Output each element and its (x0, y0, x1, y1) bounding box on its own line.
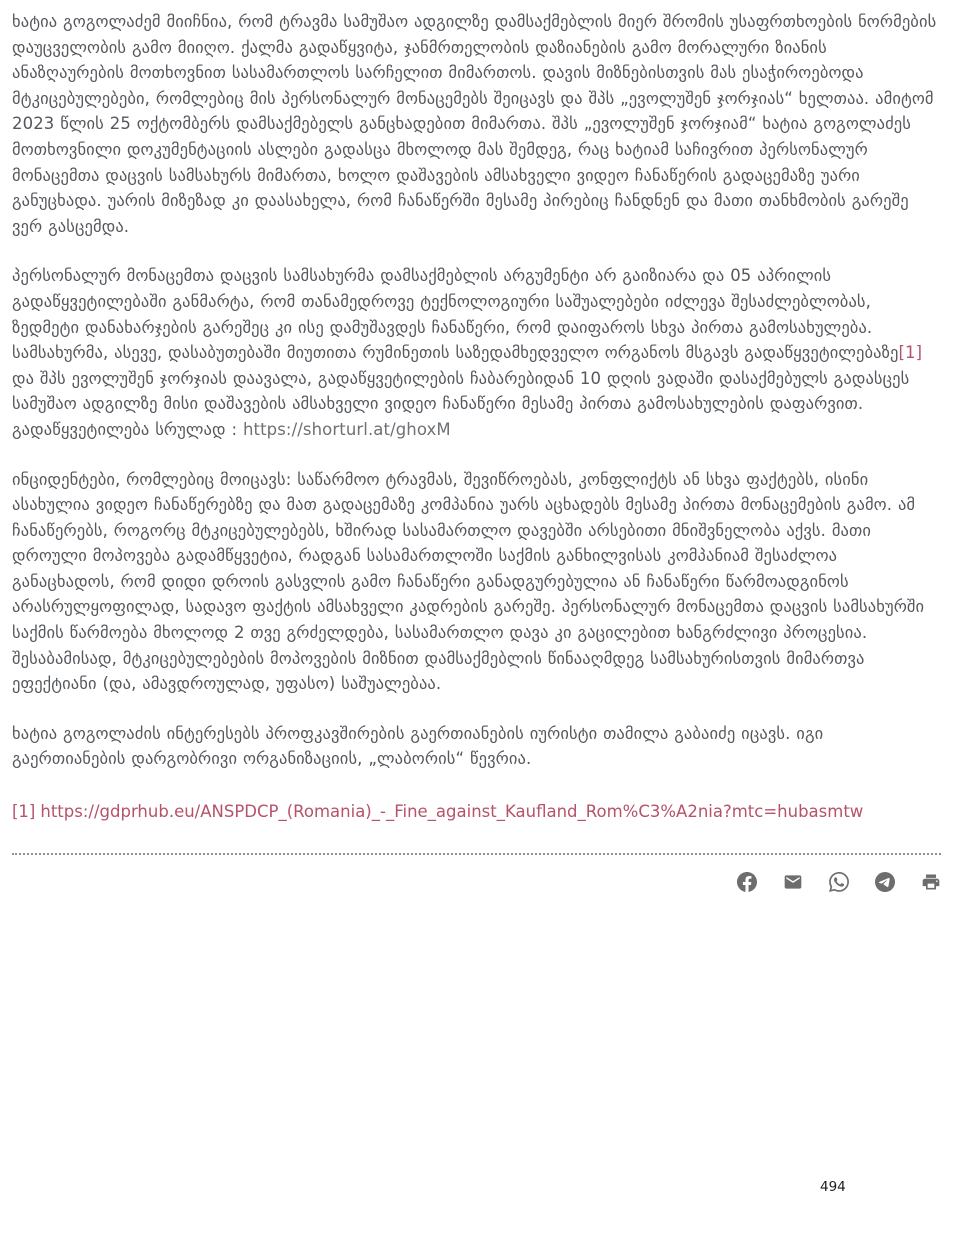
share-facebook-button[interactable] (737, 872, 757, 892)
footnote-ref-1-inline[interactable]: [1] (898, 343, 923, 363)
share-toolbar (12, 872, 941, 892)
share-whatsapp-button[interactable] (829, 872, 849, 892)
paragraph-3: ინციდენტები, რომლებიც მოიცავს: საწარმოო ტრავმას, შევიწროებას, კონფლიქტს ან სხვა ფაქტებს, ისინი ასახულია ვიდეო ჩანაწერებზე და მათ გადაცემაზე კომპანია უარს აცხადებს მესამე პირთა მონაცემების გამო. ამ ჩანაწერებს, როგორც მტკიცებულებებს, ხშირად სასამართლო დავებში არსებითი მნიშვნელობა აქვს. მათი დროული მოპოვება გადამწყვეტია, რადგან სასამართლოში საქმის განხილვისას კომპანიამ შესაძლოა განაცხადოს, რომ დიდი დროის გასვლის გამო ჩანაწერი განადგურებულია ან ჩანაწერი წარმოადგინოს არასრულყოფილად, სადავო ფაქტის ამსახველი კადრების გარეშე. პერსონალურ მონაცემთა დაცვის სამსახურში საქმის წარმოება მხოლოდ 2 თვე გრძელდება, სასამართლო დავა კი გაცილებით ხანგრძლივი პროცესია. შესაბამისად, მტკიცებულებების მოპოვების მიზნით დამსაქმებლის წინააღმდეგ სამსახურისთვის მიმართვა ეფექტიანი (და, ამავდროულად, უფასო) საშუალებაა. (12, 469, 925, 694)
paragraph-2-text-after-ref: და შპს ევოლუშენ ჯორჯიას დაავალა, გადაწყვეტილების ჩაბარებიდან 10 დღის ვადაში დასაქმებულს გადასცეს სამუშაო ადგილზე მისი დაშავების ამსახველი ვიდეო ჩანაწერი მესამე პირთა გამოსახულების დაფარვით. გადაწყვეტილება სრულად : (12, 368, 910, 439)
share-email-button[interactable] (783, 872, 803, 892)
footnote-1-link[interactable]: https://gdprhub.eu/ANSPDCP_(Romania)_-_Fine_against_Kaufland_Rom%C3%A2nia?mtc=hubasmtw (40, 802, 864, 822)
decision-short-url-link[interactable]: https://shorturl.at/ghoxM (242, 419, 451, 439)
paragraph-4: ხატია გოგოლაძის ინტერესებს პროფკავშირების გაერთიანების იურისტი თამილა გაბაიძე იცავს. იგი გაერთიანების დარგობრივი ორგანიზაციის, „ლაბორის“ წევრია. (12, 723, 824, 769)
paragraph-1: ხატია გოგოლაძემ მიიჩნია, რომ ტრავმა სამუშაო ადგილზე დამსაქმებლის მიერ შრომის უსაფრთხოების ნორმების დაუცველობის გამო მიიღო. ქალმა გადაწყვიტა, ჯანმრთელობის დაზიანების გამო მორალური ზიანის ანაზღაურების მოთხოვნით სასამართლოს სარჩელით მიმართოს. დავის მიზნებისთვის მას ესაჭიროებოდა მტკიცებულებები, რომლებიც მის პერსონალურ მონაცემებს შეიცავს და შპს „ევოლუშენ ჯორჯიას“ ხელთაა. ამიტომ 2023 წლის 25 ოქტომბერს დამსაქმებელს განცხადებით მიმართა. შპს „ევოლუშენ ჯორჯიამ“ ხატია გოგოლაძეს მოთხოვნილი დოკუმენტაციის ასლები გადასცა მხოლოდ მას შემდეგ, რაც ხატიამ საჩივრით პერსონალურ მონაცემთა დაცვის სამსახურს მიმართა, ხოლო დაშავების ამსახველი ვიდეო ჩანაწერის გადაცემაზე უარი განუცხადა. უარის მიზეზად კი დაასახელა, რომ ჩანაწერში მესამე პირებიც ჩანდნენ და მათი თანხმობის გარეშე ვერ გასცემდა. (12, 12, 937, 236)
footnote-1 (12, 799, 941, 824)
page-number: 494 (820, 1179, 846, 1195)
paragraph-2 (12, 263, 941, 442)
paragraph-2-text-before-ref: პერსონალურ მონაცემთა დაცვის სამსახურმა დამსაქმებლის არგუმენტი არ გაიზიარა და 05 აპრილის გადაწყვეტილებაში განმარტა, რომ თანამედროვე ტექნოლოგიური საშუალებები იძლევა შესაძლებლობას, ზედმეტი დანახარჯების გარეშეც კი ისე დამუშავდეს ჩანაწერი, რომ დაიფაროს სხვა პირთა გამოსახულება. სამსახურმა, ასევე, დასაბუთებაში მიუთითა რუმინეთის საზედამხედველო ორგანოს მსგავს გადაწყვეტილებაზე (12, 266, 899, 363)
footnote-1-marker: [1] (12, 802, 36, 822)
dotted-separator (12, 853, 941, 855)
share-print-button[interactable] (921, 872, 941, 892)
share-telegram-button[interactable] (875, 872, 895, 892)
